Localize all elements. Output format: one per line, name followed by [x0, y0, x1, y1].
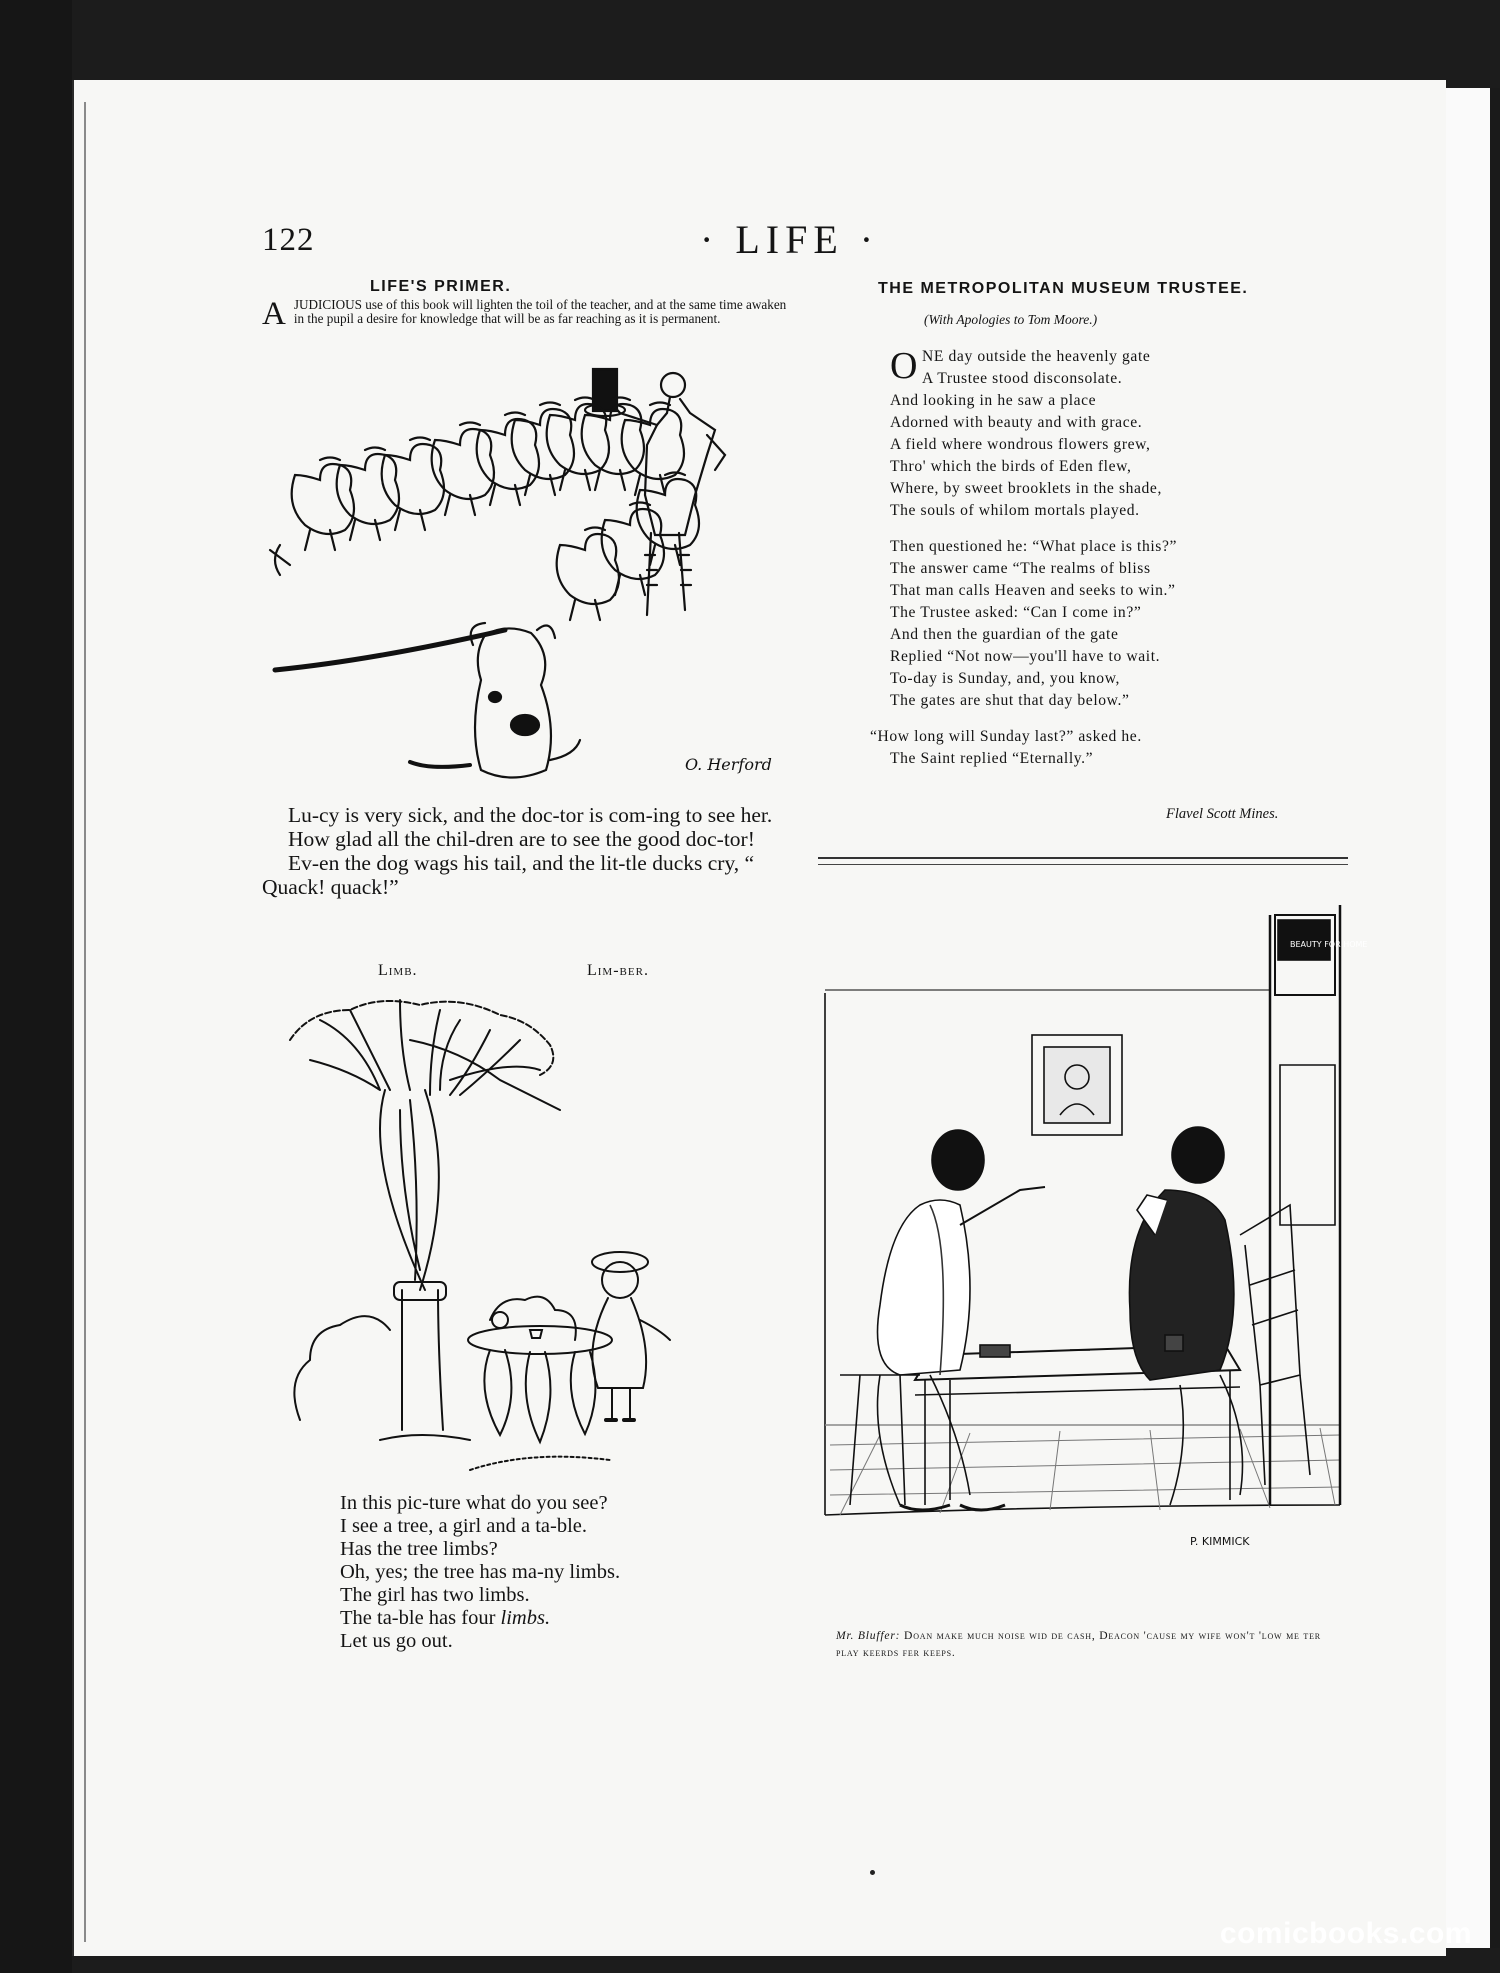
- site-watermark: comicbooks.com: [1219, 1917, 1472, 1950]
- lesson-two-line: Let us go out.: [340, 1630, 453, 1652]
- lesson-one-line: How glad all the chil-dren are to see the good doc-tor!: [288, 827, 755, 851]
- intro-dropcap: A: [262, 296, 286, 332]
- lesson-one-line: Lu-cy is very sick, and the doc-tor is com-ing to see her.: [288, 803, 773, 827]
- poem-line: Adorned with beauty and with grace.: [890, 414, 1143, 431]
- poem-line: And then the guardian of the gate: [890, 626, 1119, 643]
- poem-stanza-1: [890, 346, 1330, 522]
- cartoon-sign: BEAUTY FOR HOME: [1290, 940, 1368, 949]
- poem-line: Where, by sweet brooklets in the shade,: [890, 480, 1162, 497]
- page-fold-line: [84, 102, 86, 1942]
- poem-line: A Trustee stood disconsolate.: [922, 370, 1123, 387]
- poem-line: Then questioned he: “What place is this?”: [890, 538, 1177, 555]
- ducks-dog-illustration: [275, 355, 785, 785]
- poem-dropcap: O: [890, 345, 919, 387]
- poem-stanza-2: [890, 536, 1330, 712]
- lesson-two-line: Oh, yes; the tree has ma-ny limbs.: [340, 1561, 621, 1583]
- poem-line: The gates are shut that day below.”: [890, 692, 1130, 709]
- word-limber: Lim-ber.: [587, 962, 649, 979]
- poem-stanza-3: [870, 726, 1330, 770]
- primer-title: LIFE'S PRIMER.: [370, 278, 512, 295]
- lesson-two-line: In this pic-ture what do you see?: [340, 1492, 608, 1514]
- word-limb: Limb.: [378, 962, 418, 979]
- caption-text: Doan make much noise wid de cash, Deacon 'cause my wife won't 'low me ter play keerds fer keeps.: [836, 1629, 1321, 1659]
- lesson-two-italic-word: limbs.: [500, 1607, 551, 1629]
- poem-line: A field where wondrous flowers grew,: [890, 436, 1151, 453]
- lesson-two: [340, 1492, 760, 1653]
- scan-shadow-left: [0, 0, 72, 1973]
- lesson-one: [262, 803, 792, 899]
- cartoon-caption: [836, 1627, 1336, 1661]
- caption-speaker: Mr. Bluffer:: [836, 1629, 901, 1642]
- cartoon-signature: P. KIMMICK: [1190, 1535, 1250, 1548]
- tree-girl-table-illustration: [290, 1000, 760, 1480]
- page-number: 122: [262, 222, 315, 258]
- primer-intro: [262, 296, 792, 332]
- lesson-two-line-italic: [340, 1607, 760, 1630]
- poem-body: [870, 345, 1330, 784]
- poem-line: Thro' which the birds of Eden flew,: [890, 458, 1132, 475]
- intro-text: JUDICIOUS use of this book will lighten the toil of the teacher, and at the same time awaken in the pupil a desire for knowledge that will be as far reaching as it is permanent.: [293, 297, 787, 326]
- lesson-two-text: The ta-ble has four: [340, 1607, 501, 1629]
- divider-rule: [818, 864, 1348, 865]
- lesson-two-line: Has the tree limbs?: [340, 1538, 498, 1560]
- poem-line: To-day is Sunday, and, you know,: [890, 670, 1121, 687]
- poem-author: Flavel Scott Mines.: [1166, 806, 1279, 822]
- poem-line: That man calls Heaven and seeks to win.”: [890, 582, 1176, 599]
- poem-line: “How long will Sunday last?” asked he.: [870, 728, 1142, 745]
- poem-line: NE day outside the heavenly gate: [922, 348, 1151, 365]
- poem-subtitle: (With Apologies to Tom Moore.): [924, 312, 1098, 327]
- lesson-one-line: Ev-en the dog wags his tail, and the lit-tle ducks cry, “ Quack! quack!”: [262, 851, 755, 899]
- illustration-signature: O. Herford: [685, 755, 772, 774]
- card-game-cartoon: [820, 905, 1368, 1615]
- footer-dot: [870, 1870, 875, 1875]
- lesson-two-line: The girl has two limbs.: [340, 1584, 530, 1606]
- poem-line: And looking in he saw a place: [890, 392, 1097, 409]
- poem-line: The Trustee asked: “Can I come in?”: [890, 604, 1142, 621]
- poem-line: The answer came “The realms of bliss: [890, 560, 1151, 577]
- poem-title: THE METROPOLITAN MUSEUM TRUSTEE.: [878, 280, 1249, 297]
- poem-line: The souls of whilom mortals played.: [890, 502, 1140, 519]
- divider-rule: [818, 857, 1348, 859]
- masthead-title: · LIFE ·: [700, 217, 880, 262]
- poem-line: Replied “Not now—you'll have to wait.: [890, 648, 1161, 665]
- lesson-two-line: I see a tree, a girl and a ta-ble.: [340, 1515, 588, 1537]
- next-page-edge: [1444, 88, 1500, 1948]
- poem-line: The Saint replied “Eternally.”: [890, 750, 1094, 767]
